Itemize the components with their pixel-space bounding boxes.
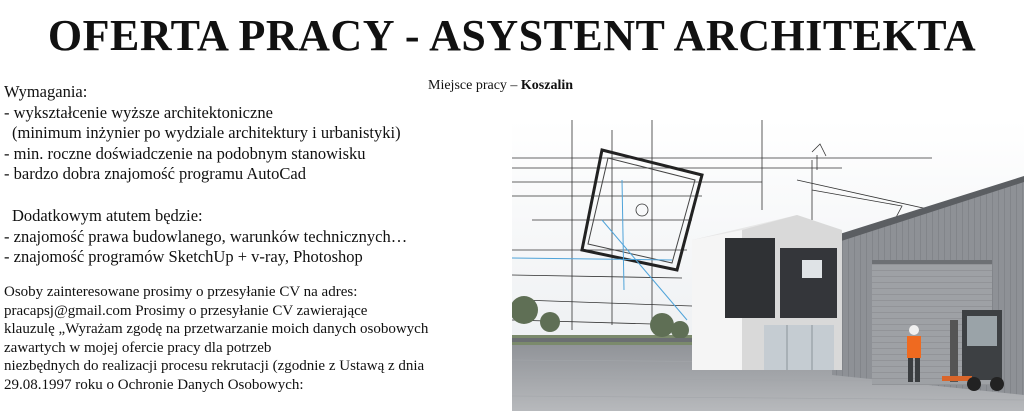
extras-item: - znajomość prawa budowlanego, warunków technicznych… <box>4 226 408 246</box>
requirement-item: (minimum inżynier po wydziale architektury i urbanistyki) <box>12 123 401 142</box>
extras-heading: Dodatkowym atutem będzie: <box>12 206 203 225</box>
requirement-item: - min. roczne doświadczenie na podobnym stanowisku <box>4 143 366 163</box>
architecture-rendering-illustration <box>512 120 1024 411</box>
contact-line: niezbędnych do realizacji procesu rekrutacji (zgodnie z Ustawą z dnia <box>4 358 425 374</box>
contact-line: 29.08.1997 roku o Ochronie Danych Osobowych: <box>4 376 304 393</box>
contact-section <box>4 283 428 394</box>
location-label: Miejsce pracy – <box>428 78 518 93</box>
contact-line: zawartych w mojej ofercie pracy dla potrzeb <box>4 339 272 356</box>
extras-section <box>4 206 407 268</box>
forklift-illustration <box>942 310 1004 391</box>
contact-line: klauzulę „Wyrażam zgodę na przetwarzanie moich danych osobowych <box>4 321 429 337</box>
contact-line: pracapsj@gmail.com Prosimy o przesyłanie CV zawierające <box>4 302 368 319</box>
contact-line: Osoby zainteresowane prosimy o przesyłanie CV na adres: <box>4 284 358 300</box>
page-title: OFERTA PRACY - ASYSTENT ARCHITEKTA <box>47 11 977 60</box>
location-city: Koszalin <box>520 78 574 93</box>
job-location <box>428 78 573 94</box>
requirements-section <box>4 82 401 185</box>
requirement-item: - wykształcenie wyższe architektoniczne <box>4 102 273 122</box>
requirements-heading: Wymagania: <box>4 82 88 101</box>
requirement-item: - bardzo dobra znajomość programu AutoCad <box>4 164 306 183</box>
extras-item: - znajomość programów SketchUp + v-ray, Photoshop <box>4 247 363 266</box>
